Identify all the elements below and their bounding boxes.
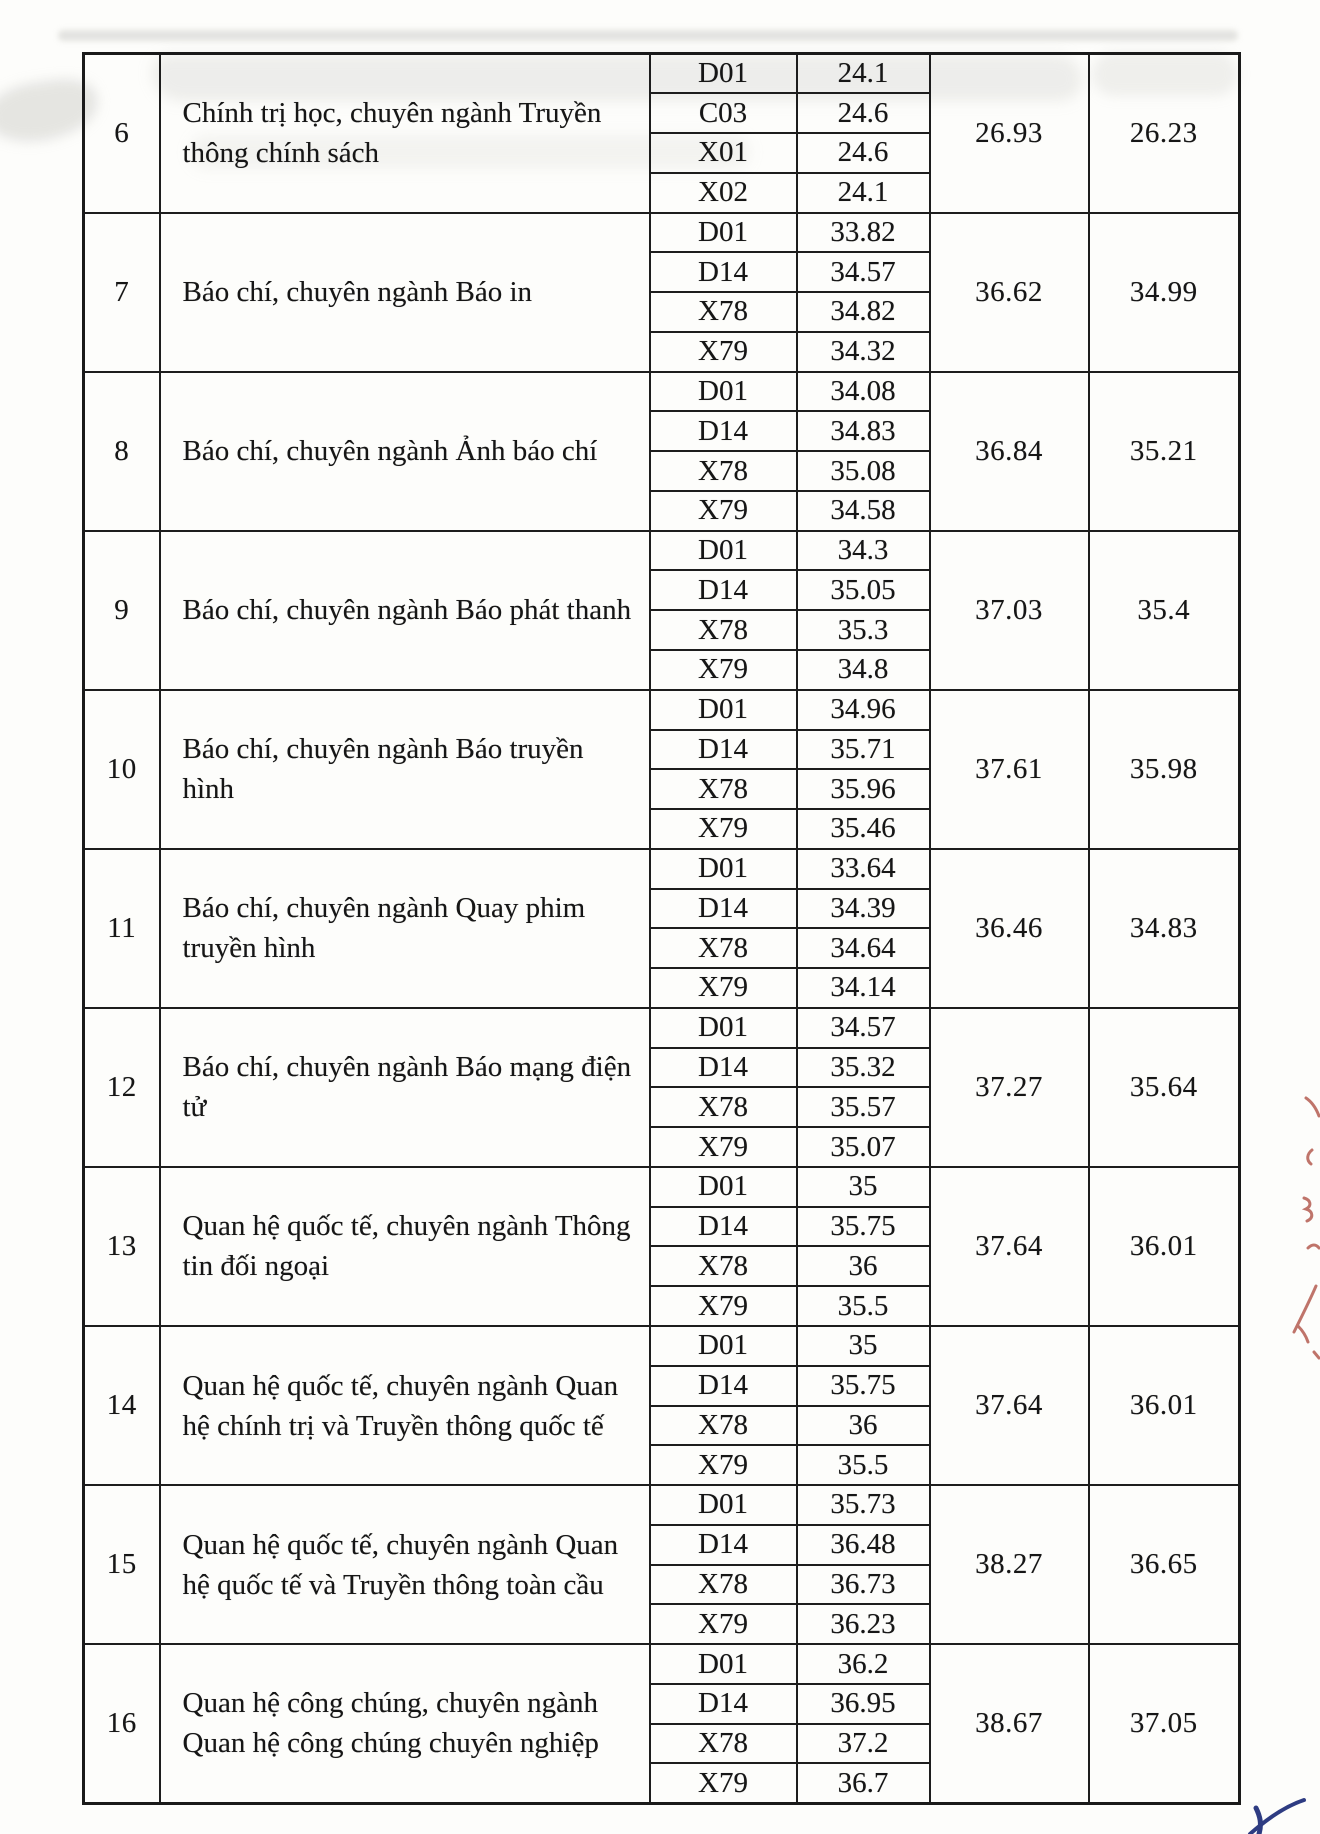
combo-score: 34.57 <box>797 1008 930 1048</box>
table-subrow <box>84 1485 1240 1525</box>
pen-stroke <box>1256 1808 1260 1834</box>
combo-code: X78 <box>650 1246 797 1286</box>
row-number: 13 <box>84 1167 160 1326</box>
program-name: Báo chí, chuyên ngành Quay phim truyền hình <box>160 849 650 1008</box>
aggregate-score-2: 36.65 <box>1089 1485 1240 1644</box>
combo-code: D14 <box>650 252 797 292</box>
combo-code: X78 <box>650 1565 797 1605</box>
combo-score: 35 <box>797 1326 930 1366</box>
program-name: Quan hệ quốc tế, chuyên ngành Quan hệ chính trị và Truyền thông quốc tế <box>160 1326 650 1485</box>
program-name: Quan hệ quốc tế, chuyên ngành Quan hệ quốc tế và Truyền thông toàn cầu <box>160 1485 650 1644</box>
aggregate-score-2: 35.64 <box>1089 1008 1240 1167</box>
combo-code: D14 <box>650 1207 797 1247</box>
row-number: 12 <box>84 1008 160 1167</box>
combo-score: 34.83 <box>797 411 930 451</box>
combo-score: 34.8 <box>797 650 930 690</box>
combo-code: D14 <box>650 1684 797 1724</box>
combo-score: 36.73 <box>797 1565 930 1605</box>
combo-code: X78 <box>650 928 797 968</box>
combo-score: 36.23 <box>797 1604 930 1644</box>
aggregate-score-2: 36.01 <box>1089 1326 1240 1485</box>
combo-score: 35.73 <box>797 1485 930 1525</box>
combo-code: D01 <box>650 372 797 412</box>
combo-code: X78 <box>650 451 797 491</box>
combo-score: 35.07 <box>797 1127 930 1167</box>
combo-code: X79 <box>650 1127 797 1167</box>
row-number: 15 <box>84 1485 160 1644</box>
row-number: 10 <box>84 690 160 849</box>
handwriting-stroke <box>1294 1286 1316 1332</box>
combo-score: 35.3 <box>797 610 930 650</box>
combo-code: D01 <box>650 531 797 571</box>
combo-code: D01 <box>650 1167 797 1207</box>
combo-code: X79 <box>650 1286 797 1326</box>
combo-code: C03 <box>650 93 797 133</box>
program-name: Báo chí, chuyên ngành Báo phát thanh <box>160 531 650 690</box>
row-number: 9 <box>84 531 160 690</box>
combo-score: 34.58 <box>797 491 930 531</box>
combo-code: X79 <box>650 650 797 690</box>
handwriting-stroke <box>1298 1326 1308 1342</box>
table-subrow <box>84 849 1240 889</box>
combo-code: D14 <box>650 1048 797 1088</box>
row-number: 14 <box>84 1326 160 1485</box>
program-name: Báo chí, chuyên ngành Báo in <box>160 213 650 372</box>
aggregate-score-2: 35.98 <box>1089 690 1240 849</box>
combo-score: 34.08 <box>797 372 930 412</box>
aggregate-score-2: 37.05 <box>1089 1644 1240 1803</box>
combo-score: 24.1 <box>797 54 930 94</box>
aggregate-score-2: 34.83 <box>1089 849 1240 1008</box>
aggregate-score-1: 38.27 <box>930 1485 1089 1644</box>
combo-code: D14 <box>650 1366 797 1406</box>
handwriting-stroke <box>1304 1198 1312 1221</box>
aggregate-score-1: 36.62 <box>930 213 1089 372</box>
table-subrow <box>84 1326 1240 1366</box>
combo-code: D01 <box>650 690 797 730</box>
combo-score: 35.75 <box>797 1207 930 1247</box>
program-name: Chính trị học, chuyên ngành Truyền thông chính sách <box>160 54 650 213</box>
program-name: Quan hệ công chúng, chuyên ngành Quan hệ công chúng chuyên nghiệp <box>160 1644 650 1803</box>
combo-code: X01 <box>650 133 797 173</box>
combo-score: 36.48 <box>797 1525 930 1565</box>
row-number: 11 <box>84 849 160 1008</box>
aggregate-score-1: 38.67 <box>930 1644 1089 1803</box>
combo-score: 35.96 <box>797 769 930 809</box>
combo-code: D14 <box>650 889 797 929</box>
table-subrow <box>84 690 1240 730</box>
combo-score: 35.5 <box>797 1286 930 1326</box>
combo-score: 36 <box>797 1406 930 1446</box>
combo-code: D01 <box>650 1326 797 1366</box>
combo-score: 35.08 <box>797 451 930 491</box>
aggregate-score-2: 34.99 <box>1089 213 1240 372</box>
aggregate-score-1: 37.03 <box>930 531 1089 690</box>
combo-code: D01 <box>650 54 797 94</box>
combo-score: 34.32 <box>797 332 930 372</box>
handwriting-stroke <box>1306 1098 1319 1116</box>
combo-score: 35.32 <box>797 1048 930 1088</box>
row-number: 6 <box>84 54 160 213</box>
combo-code: X79 <box>650 332 797 372</box>
combo-code: D01 <box>650 1485 797 1525</box>
combo-code: D14 <box>650 1525 797 1565</box>
combo-score: 35.71 <box>797 730 930 770</box>
combo-score: 34.57 <box>797 252 930 292</box>
aggregate-score-2: 36.01 <box>1089 1167 1240 1326</box>
combo-score: 36.95 <box>797 1684 930 1724</box>
combo-score: 34.3 <box>797 531 930 571</box>
combo-score: 34.82 <box>797 292 930 332</box>
program-name: Báo chí, chuyên ngành Ảnh báo chí <box>160 372 650 531</box>
combo-code: X79 <box>650 1604 797 1644</box>
handwriting-red-fragment <box>1286 1090 1320 1370</box>
combo-score: 34.39 <box>797 889 930 929</box>
combo-code: D01 <box>650 1008 797 1048</box>
combo-score: 34.14 <box>797 968 930 1008</box>
combo-score: 33.82 <box>797 213 930 253</box>
aggregate-score-1: 37.64 <box>930 1167 1089 1326</box>
combo-score: 24.6 <box>797 93 930 133</box>
table-subrow <box>84 1167 1240 1207</box>
handwriting-stroke <box>1308 1245 1319 1248</box>
combo-code: D14 <box>650 411 797 451</box>
combo-code: X78 <box>650 1406 797 1446</box>
program-name: Quan hệ quốc tế, chuyên ngành Thông tin đối ngoại <box>160 1167 650 1326</box>
aggregate-score-1: 37.27 <box>930 1008 1089 1167</box>
combo-code: X79 <box>650 1763 797 1803</box>
row-number: 7 <box>84 213 160 372</box>
program-name: Báo chí, chuyên ngành Báo truyền hình <box>160 690 650 849</box>
table-subrow <box>84 531 1240 571</box>
combo-score: 36.2 <box>797 1644 930 1684</box>
combo-code: D01 <box>650 213 797 253</box>
combo-score: 24.1 <box>797 173 930 213</box>
aggregate-score-2: 35.4 <box>1089 531 1240 690</box>
aggregate-score-1: 26.93 <box>930 54 1089 213</box>
combo-code: X78 <box>650 1087 797 1127</box>
table-subrow <box>84 213 1240 253</box>
program-name: Báo chí, chuyên ngành Báo mạng điện tử <box>160 1008 650 1167</box>
combo-code: D14 <box>650 570 797 610</box>
combo-score: 34.64 <box>797 928 930 968</box>
aggregate-score-2: 26.23 <box>1089 54 1240 213</box>
score-table-body <box>84 54 1240 1804</box>
pen-stroke <box>1250 1800 1304 1834</box>
aggregate-score-1: 37.61 <box>930 690 1089 849</box>
table-subrow <box>84 54 1240 94</box>
combo-score: 37.2 <box>797 1724 930 1764</box>
combo-score: 36 <box>797 1246 930 1286</box>
combo-code: X79 <box>650 809 797 849</box>
combo-score: 34.96 <box>797 690 930 730</box>
aggregate-score-1: 36.84 <box>930 372 1089 531</box>
row-number: 16 <box>84 1644 160 1803</box>
combo-score: 35.75 <box>797 1366 930 1406</box>
combo-code: X78 <box>650 769 797 809</box>
combo-score: 35.46 <box>797 809 930 849</box>
combo-score: 33.64 <box>797 849 930 889</box>
aggregate-score-1: 36.46 <box>930 849 1089 1008</box>
table-subrow <box>84 1008 1240 1048</box>
scan-smudge-top-streak <box>58 30 1238 41</box>
aggregate-score-2: 35.21 <box>1089 372 1240 531</box>
combo-code: D01 <box>650 1644 797 1684</box>
table-subrow <box>84 1644 1240 1684</box>
combo-code: X78 <box>650 292 797 332</box>
aggregate-score-1: 37.64 <box>930 1326 1089 1485</box>
handwriting-stroke <box>1308 1150 1312 1164</box>
handwriting-stroke <box>1314 1352 1319 1358</box>
combo-code: X79 <box>650 491 797 531</box>
combo-score: 24.6 <box>797 133 930 173</box>
combo-score: 35 <box>797 1167 930 1207</box>
combo-code: D14 <box>650 730 797 770</box>
combo-code: X02 <box>650 173 797 213</box>
combo-code: X79 <box>650 1445 797 1485</box>
admission-score-table <box>82 52 1241 1805</box>
combo-code: X78 <box>650 610 797 650</box>
combo-code: X78 <box>650 1724 797 1764</box>
combo-score: 35.05 <box>797 570 930 610</box>
combo-score: 35.5 <box>797 1445 930 1485</box>
combo-score: 35.57 <box>797 1087 930 1127</box>
table-subrow <box>84 372 1240 412</box>
row-number: 8 <box>84 372 160 531</box>
combo-code: X79 <box>650 968 797 1008</box>
combo-score: 36.7 <box>797 1763 930 1803</box>
combo-code: D01 <box>650 849 797 889</box>
